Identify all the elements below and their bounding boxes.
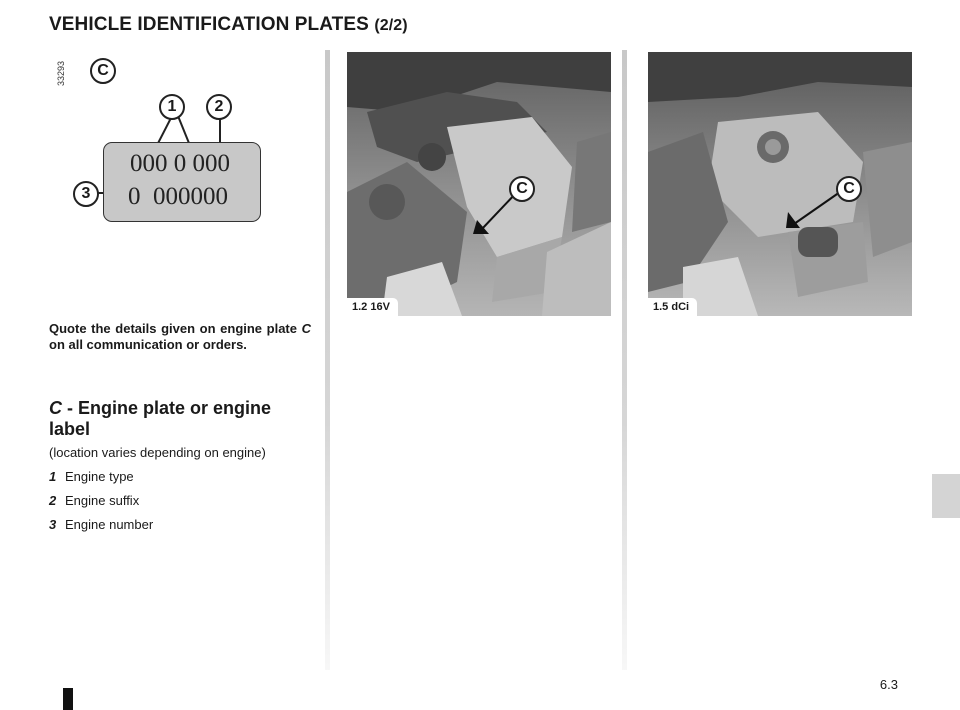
plate-line-2: 0 000000: [128, 183, 228, 210]
page-number: 6.3: [879, 677, 898, 692]
corner-marker: [63, 688, 73, 710]
list-item: [49, 517, 153, 532]
callout-3: 3: [73, 181, 99, 207]
page-title-suffix: (2/2): [374, 17, 408, 34]
engine-photo-1: [347, 52, 611, 316]
section-heading: [49, 398, 311, 440]
diagram-image-code: 33293: [56, 60, 66, 86]
callout-1: 1: [159, 94, 185, 120]
list-item-number: 1: [49, 469, 57, 484]
note-plate-letter: C: [301, 321, 311, 336]
callout-2: 2: [206, 94, 232, 120]
chapter-tab: [932, 474, 960, 518]
plate-line-1: 000 0 000: [130, 150, 230, 177]
engine-plate-note: [49, 321, 311, 353]
list-item: [49, 493, 139, 508]
location-note: (location varies depending on engine): [49, 445, 266, 460]
note-part-1: Quote the details given on engine plate: [49, 321, 302, 336]
engine-bay-illustration: [648, 52, 912, 316]
list-item-number: 2: [49, 493, 57, 508]
engine-bay-illustration: [347, 52, 611, 316]
heading-text: - Engine plate or engine label: [49, 398, 272, 439]
list-item-label: Engine suffix: [65, 493, 140, 508]
list-item-label: Engine type: [65, 469, 134, 484]
column-divider: [622, 50, 627, 670]
photo-1-label: 1.2 16V: [347, 298, 398, 316]
page-title-text: VEHICLE IDENTIFICATION PLATES: [49, 14, 369, 35]
page-title: [49, 14, 408, 36]
engine-photo-2: [648, 52, 912, 316]
photo-2-marker: C: [836, 176, 862, 202]
plate-letter-callout: C: [90, 58, 116, 84]
list-item-number: 3: [49, 517, 57, 532]
list-item: [49, 469, 134, 484]
heading-letter: C: [49, 398, 62, 418]
note-part-2: on all communication or orders.: [49, 337, 247, 352]
list-item-label: Engine number: [65, 517, 154, 532]
photo-1-marker: C: [509, 176, 535, 202]
column-divider: [325, 50, 330, 670]
photo-2-label: 1.5 dCi: [648, 298, 697, 316]
engine-plate: [103, 142, 261, 222]
